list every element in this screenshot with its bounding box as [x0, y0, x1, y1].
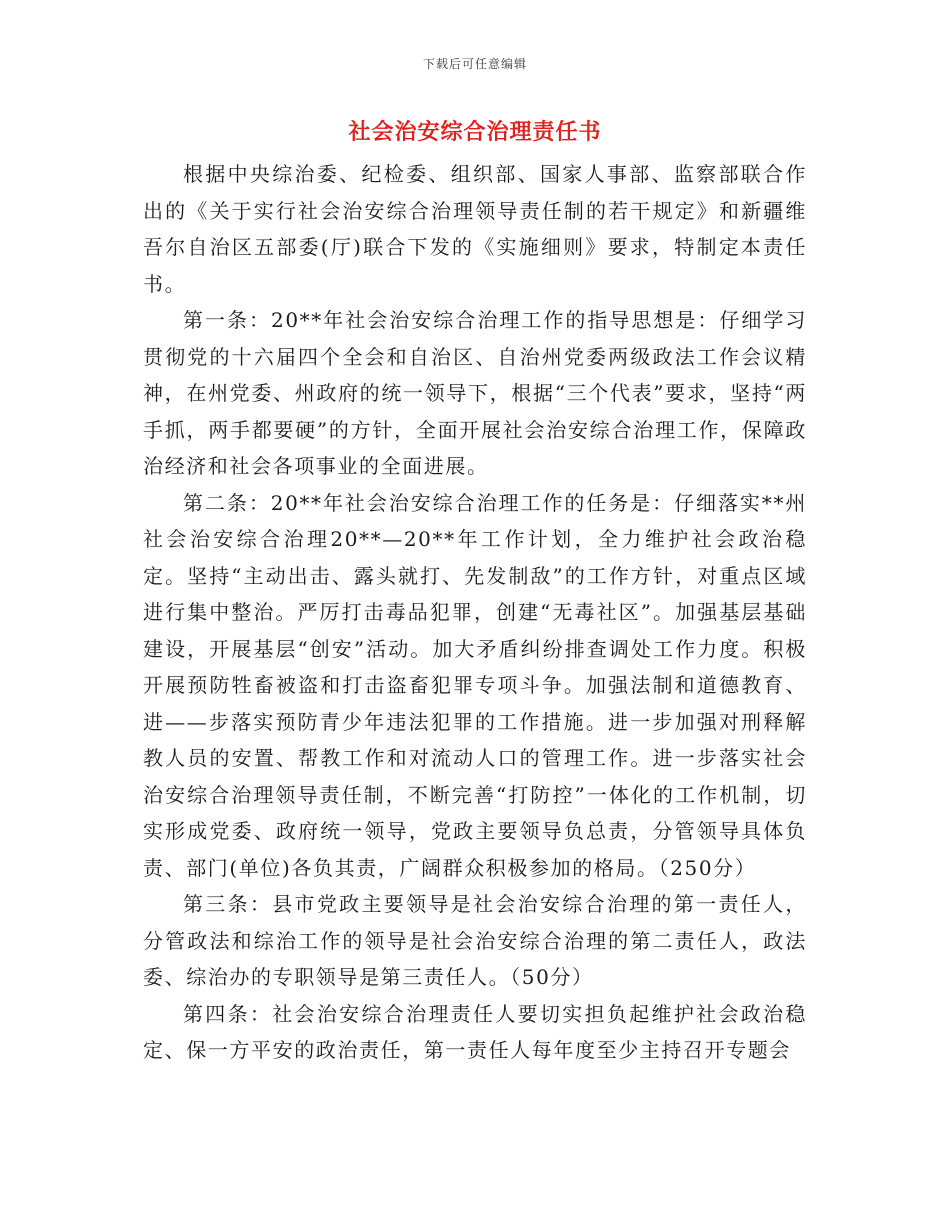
paragraph-article-2: 第二条：20**年社会治安综合治理工作的任务是：仔细落实**州社会治安综合治理20**—20**年工作计划，全力维护社会政治稳定。坚持“主动出击、露头就打、先发制敌”的工作方针，对重点区域进行集中整治。严厉打击毒品犯罪，创建“无毒社区”。加强基层基础建设，开展基层“创安”活动。加大矛盾纠纷排查调处工作力度。积极开展预防牲畜被盗和打击盗畜犯罪专项斗争。加强法制和道德教育、进——步落实预防青少年违法犯罪的工作措施。进一步加强对刑释解教人员的安置、帮教工作和对流动人口的管理工作。进一步落实社会治安综合治理领导责任制，不断完善“打防控”一体化的工作机制，切实形成党委、政府统一领导，党政主要领导负总责，分管领导具体负责、部门(单位)各负其责，广阔群众积极参加的格局。（250分）	[143, 490, 807, 880]
document-body	[143, 156, 807, 1069]
paragraph-article-3: 第三条：县市党政主要领导是社会治安综合治理的第一责任人，分管政法和综治工作的领导是社会治安综合治理的第二责任人，政法委、综治办的专职领导是第三责任人。（50分）	[143, 892, 807, 989]
document-title: 社会治安综合治理责任书	[348, 119, 602, 145]
paragraph-preamble: 根据中央综治委、纪检委、组织部、国家人事部、监察部联合作出的《关于实行社会治安综合治理领导责任制的若干规定》和新疆维吾尔自治区五部委(厅)联合下发的《实施细则》要求，特制定本责任书。	[143, 162, 807, 296]
header-note: 下载后可任意编辑	[422, 57, 527, 71]
paragraph-article-4: 第四条：社会治安综合治理责任人要切实担负起维护社会政治稳定、保一方平安的政治责任，第一责任人每年度至少主持召开专题会	[143, 1001, 807, 1062]
paragraph-article-1: 第一条：20**年社会治安综合治理工作的指导思想是：仔细学习贯彻党的十六届四个全会和自治区、自治州党委两级政法工作会议精神，在州党委、州政府的统一领导下，根据“三个代表”要求，坚持“两手抓，两手都要硬”的方针，全面开展社会治安综合治理工作，保障政治经济和社会各项事业的全面进展。	[143, 308, 807, 478]
